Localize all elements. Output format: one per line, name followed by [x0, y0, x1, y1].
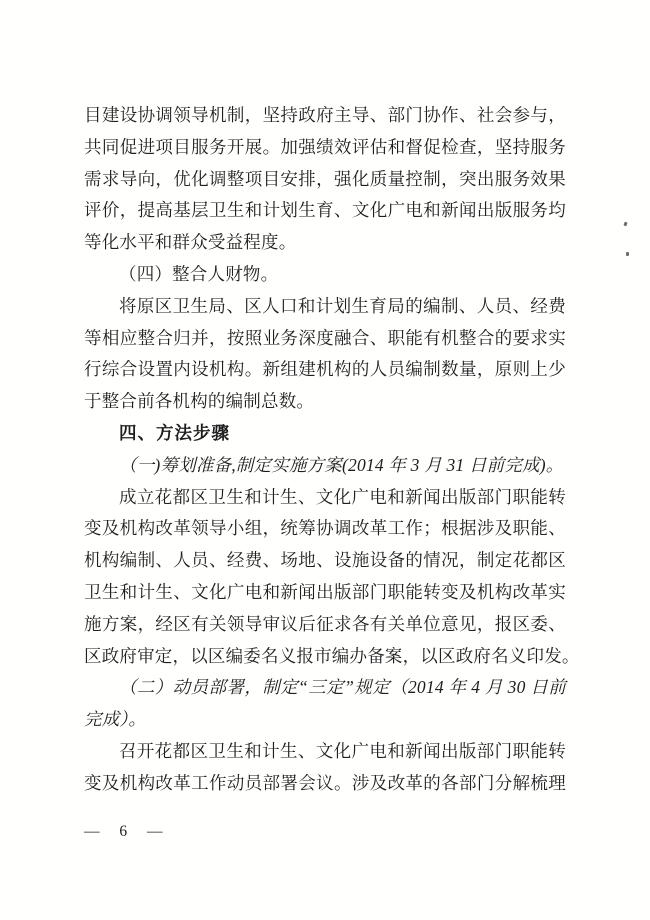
text-line: 需求导向，优化调整项目安排，强化质量控制，突出服务效果: [84, 168, 566, 189]
text-line: 施方案，经区有关领导审议后征求各有关单位意见，报区委、: [84, 613, 566, 634]
text-line: 于整合前各机构的编制总数。: [84, 391, 315, 412]
page-number: — 6 —: [84, 823, 168, 840]
text-line: （四）整合人财物。: [119, 263, 279, 284]
text-line: 等相应整合归并，按照业务深度融合、职能有机整合的要求实: [84, 327, 566, 348]
text-line: 四、方法步骤: [119, 422, 230, 443]
text-line: 目建设协调领导机制，坚持政府主导、部门协作、社会参与，: [84, 105, 566, 125]
text-line: 成立花都区卫生和计生、文化广电和新闻出版部门职能转: [119, 486, 566, 507]
text-line: 共同促进项目服务开展。加强绩效评估和督促检查，坚持服务: [84, 136, 566, 157]
text-line: 评价，提高基层卫生和计划生育、文化广电和新闻出版服务均: [84, 200, 566, 221]
text-line: 变及机构改革领导小组，统筹协调改革工作；根据涉及职能、: [84, 518, 566, 539]
text-line: 完成）。: [84, 709, 147, 730]
text-line: 机构编制、人员、经费、场地、设施设备的情况，制定花都区: [84, 550, 566, 571]
scan-speck: [623, 222, 627, 227]
text-line: 将原区卫生局、区人口和计划生育局的编制、人员、经费: [119, 295, 566, 316]
document-body: [84, 100, 580, 800]
text-line: 等化水平和群众受益程度。: [84, 232, 297, 253]
scan-speck: [626, 252, 629, 256]
text-line: 召开花都区卫生和计生、文化广电和新闻出版部门职能转: [119, 740, 566, 761]
text-line: （二）动员部署，制定“三定”规定（2014 年 4 月 30 日前: [119, 677, 566, 698]
text-line: 区政府审定，以区编委名义报市编办备案，以区政府名义印发。: [84, 645, 580, 666]
text-line: 变及机构改革工作动员部署会议。涉及改革的各部门分解梳理: [84, 772, 566, 793]
text-line: （一)筹划准备,制定实施方案(2014 年 3 月 31 日前完成)。: [119, 454, 564, 475]
text-line: 卫生和计生、文化广电和新闻出版部门职能转变及机构改革实: [84, 581, 566, 602]
text-line: 行综合设置内设机构。新组建机构的人员编制数量，原则上少: [84, 359, 566, 380]
